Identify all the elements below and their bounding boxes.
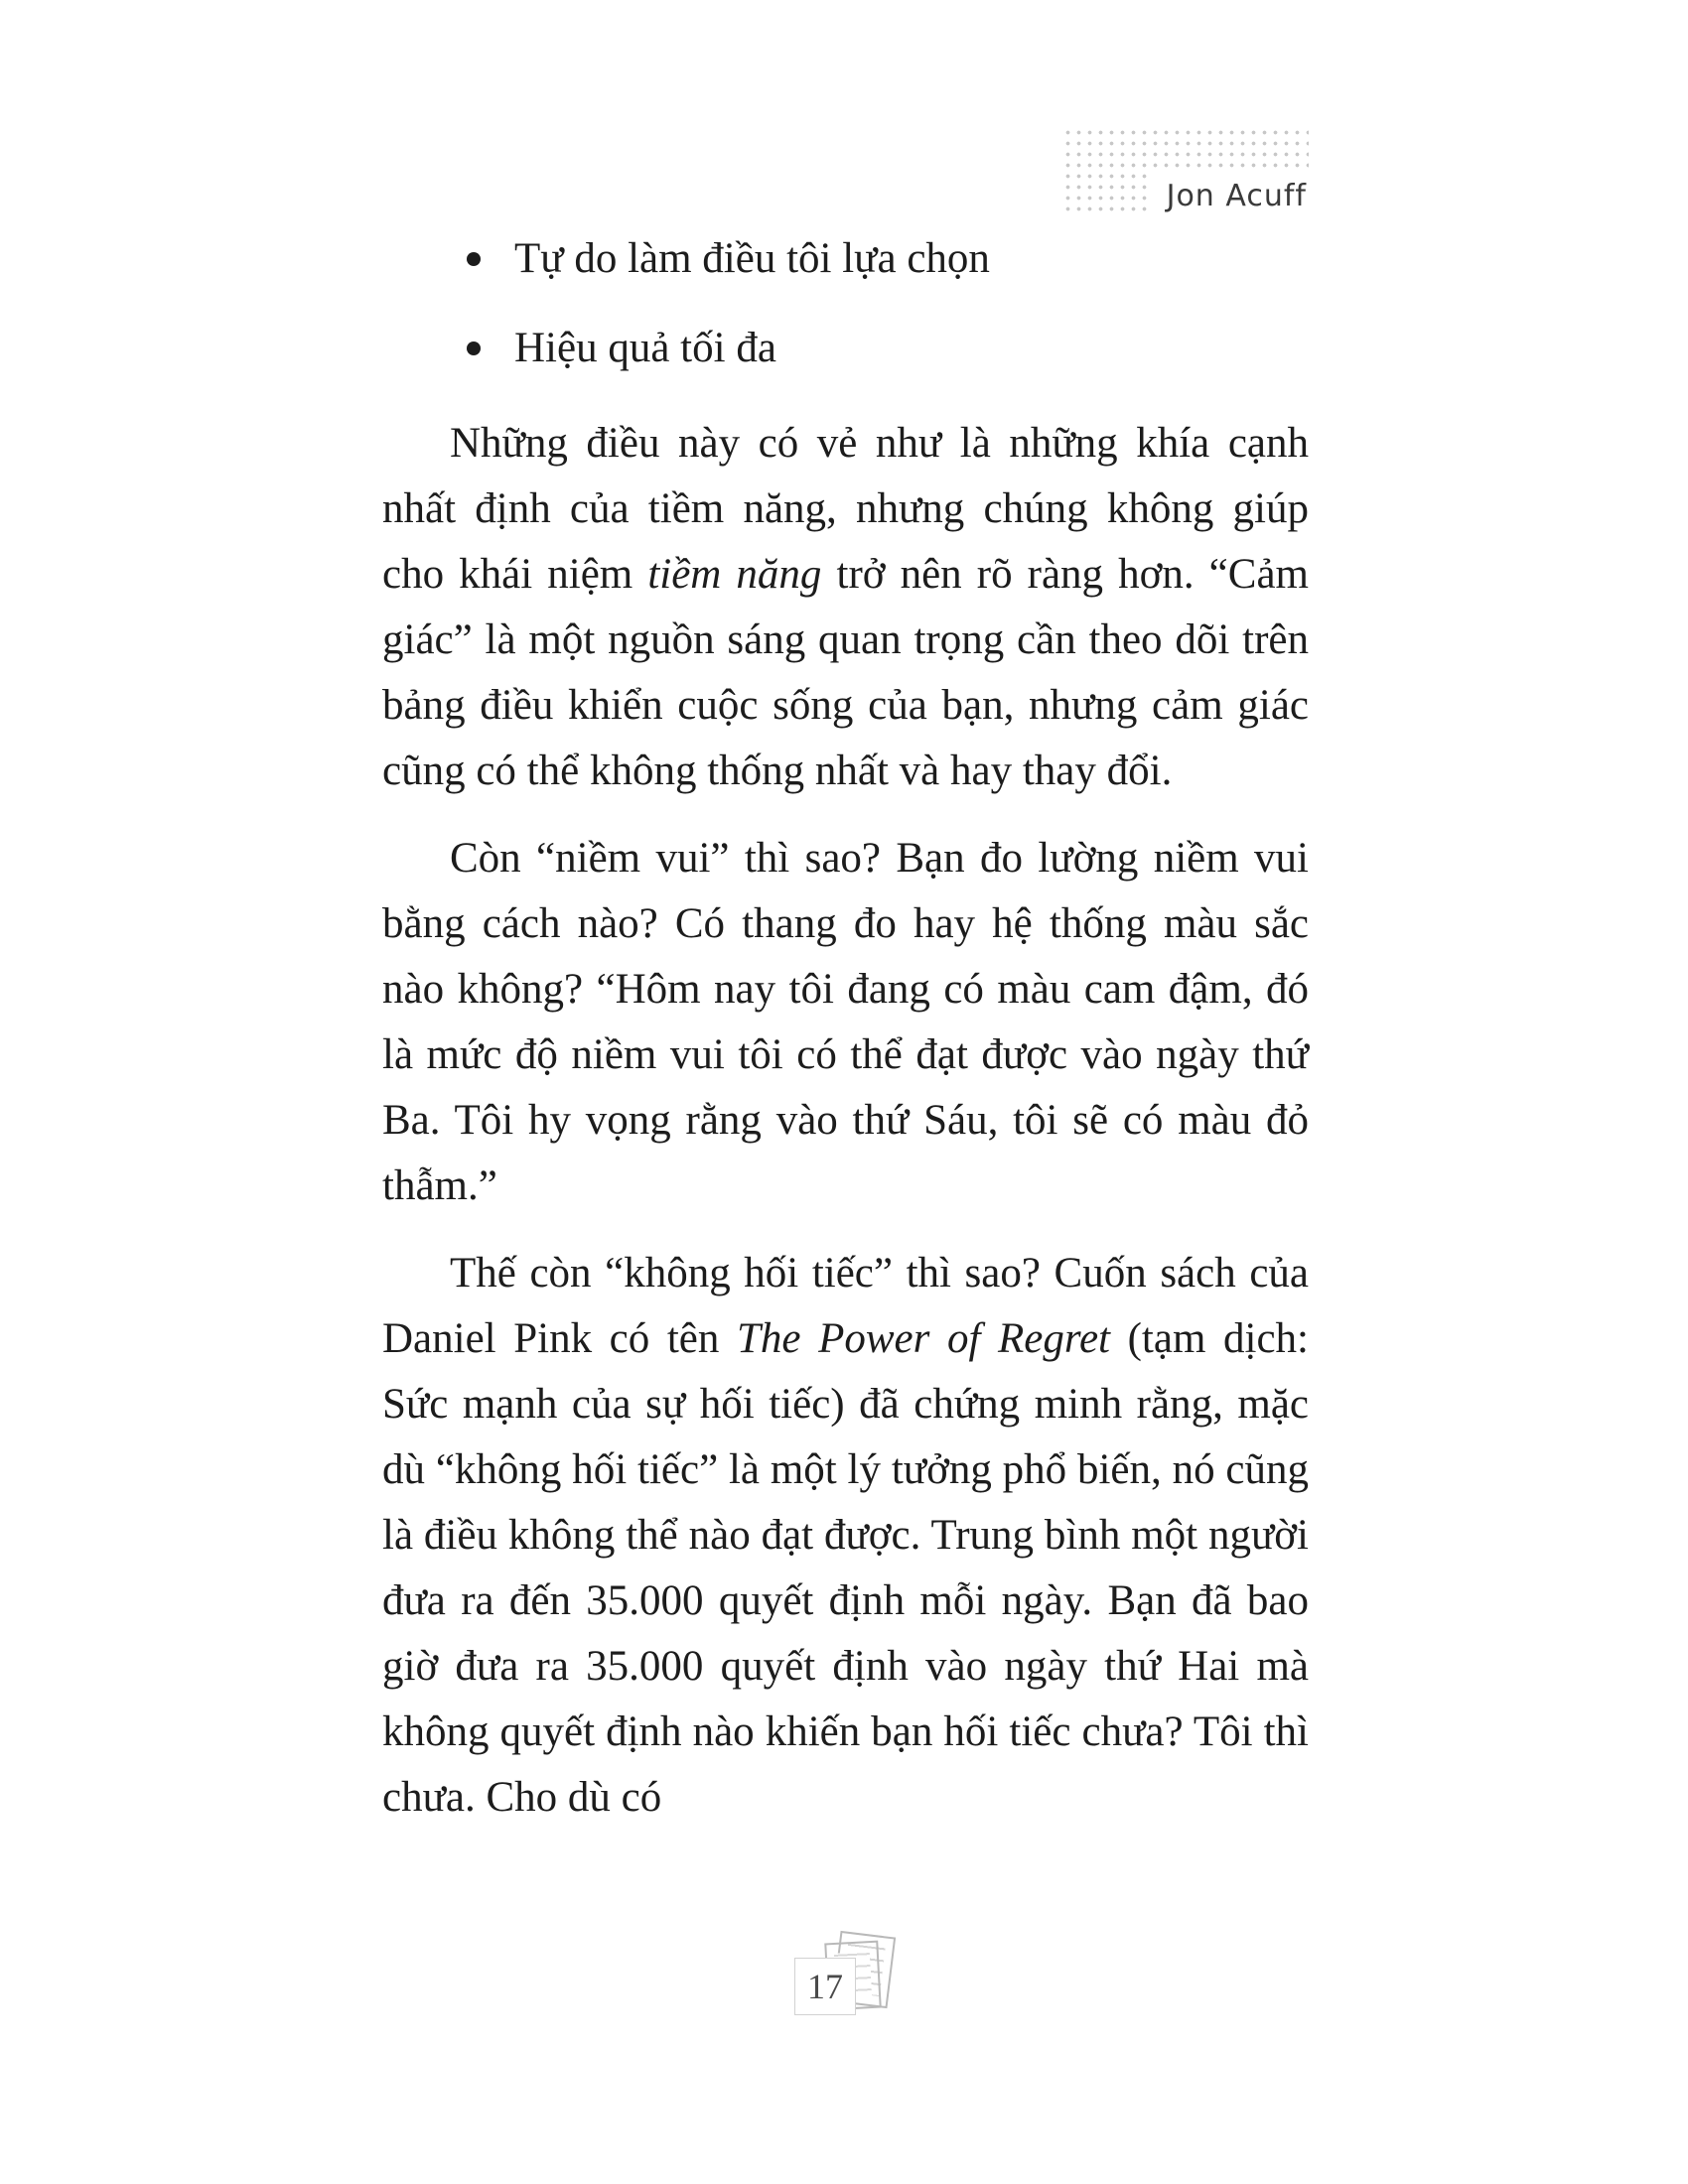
bullet-dot-icon (467, 252, 481, 266)
text-run: Thế còn “không hối tiếc” thì sao? Cuốn sách của Daniel Pink có tên (382, 1250, 1309, 1362)
bullet-text: Hiệu quả tối đa (514, 325, 776, 371)
italic-run: tiềm năng (647, 551, 822, 598)
page-number-box (794, 1958, 856, 2015)
page-number-badge (794, 1934, 894, 2021)
text-run: Những điều này có vẻ như là những khía cạnh nhất định của tiềm năng, nhưng chúng không giúp cho khái niệm (382, 420, 1309, 598)
text-run: Còn “niềm vui” thì sao? Bạn đo lường niềm vui bằng cách nào? Có thang đo hay hệ thống màu sắc nào không? “Hôm nay tôi đang có màu cam đậm, đó là mức độ niềm vui tôi có thể đạt được vào ngày thứ Ba. Tôi hy vọng rằng vào thứ Sáu, tôi sẽ có màu đỏ thẫm.” (382, 835, 1309, 1209)
paragraph-3 (382, 1241, 1309, 1831)
bullet-item (467, 226, 1309, 292)
bullet-list (382, 226, 1309, 381)
page-number: 17 (807, 1967, 843, 2006)
bullet-text: Tự do làm điều tôi lựa chọn (514, 235, 990, 282)
text-run: (tạm dịch: Sức mạnh của sự hối tiếc) đã chứng minh rằng, mặc dù “không hối tiếc” là một lý tưởng phổ biến, nó cũng là điều không thể nào đạt được. Trung bình một người đưa ra đến 35.000 quyết định mỗi ngày. Bạn đã bao giờ đưa ra 35.000 quyết định vào ngày thứ Hai mà không quyết định nào khiến bạn hối tiếc chưa? Tôi thì chưa. Cho dù có (382, 1315, 1309, 1821)
bullet-dot-icon (467, 341, 481, 355)
italic-run: The Power of Regret (736, 1315, 1111, 1362)
paragraph-1 (382, 411, 1309, 804)
page-header-author: Jon Acuff (1151, 174, 1309, 218)
dot-pattern-decoration (1062, 127, 1309, 214)
bullet-item (467, 316, 1309, 381)
text-run: trở nên rõ ràng hơn. “Cảm giác” là một nguồn sáng quan trọng cần theo dõi trên bảng điều khiển cuộc sống của bạn, nhưng cảm giác cũng có thể không thống nhất và hay thay đổi. (382, 551, 1309, 794)
page-content (382, 226, 1309, 1852)
paragraph-2 (382, 826, 1309, 1219)
